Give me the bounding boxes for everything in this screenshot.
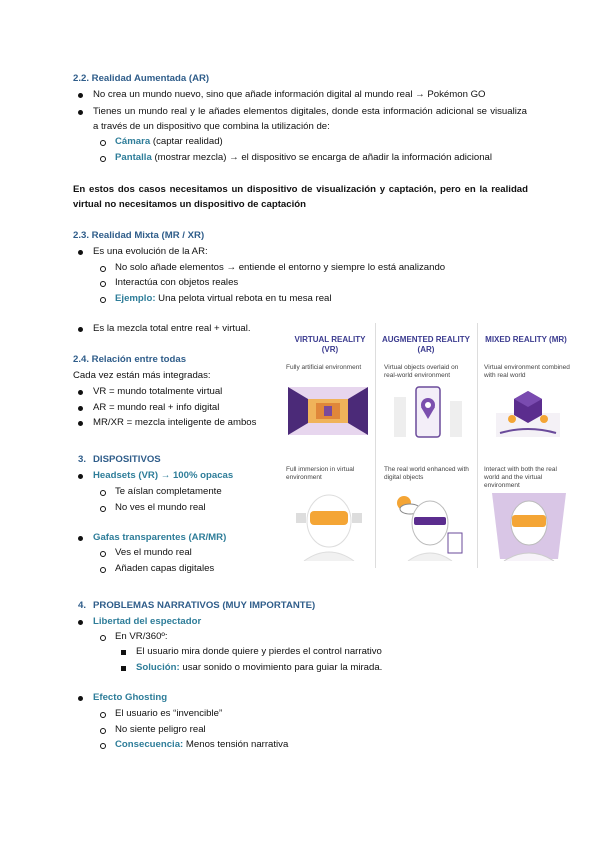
circle-bullet [100,140,106,146]
headsets-sub-2: No ves el mundo real [115,502,206,513]
gafas-sub-1: Ves el mundo real [115,547,192,558]
circle-bullet [100,635,106,641]
ghosting-sub-1: El usuario es “invencible” [115,708,223,719]
ar-column-title: AUGMENTED REALITY (AR) [382,335,470,354]
vr-column-title: VIRTUAL REALITY (VR) [294,335,366,354]
circle-bullet [100,551,106,557]
circle-bullet [100,156,106,162]
ghosting-heading: Efecto Ghosting [93,692,168,703]
relation-item: VR = mundo totalmente virtual [93,386,223,397]
gafas-heading: Gafas transparentes (AR/MR) [93,532,227,543]
vr-caption-1: Fully artificial environment [286,364,362,371]
bullet [78,250,83,255]
circle-bullet [100,281,106,287]
bullet [78,536,83,541]
vr-tunnel-illustration [286,385,370,437]
ar-sub-pantalla: Pantalla (mostrar mezcla) → el dispositivo se encarga de añadir la información adicional [115,152,492,163]
section-title-2-2: 2.2. Realidad Aumentada (AR) [73,73,210,84]
square-bullet [121,650,126,655]
mr-caption-1: Virtual environment combined with real world [484,364,570,379]
bullet [78,421,83,426]
vr360-item: En VR/360º: [115,631,168,642]
section-title-4: PROBLEMAS NARRATIVOS (MUY IMPORTANTE) [93,600,316,611]
mr-caption-2: Interact with both the real world and the virtual environment [484,466,557,489]
bullet [78,110,83,115]
mr-bullet-2: Es la mezcla total entre real + virtual. [93,323,251,334]
headsets-heading: Headsets (VR) → 100% opacas [93,470,234,481]
gafas-sub-2: Añaden capas digitales [115,563,215,574]
bullet [78,406,83,411]
bullet [78,620,83,625]
circle-bullet [100,728,106,734]
section-number-4: 4. [78,600,87,611]
circle-bullet [100,743,106,749]
section-title-2-3: 2.3. Realidad Mixta (MR / XR) [73,230,205,241]
bullet [78,390,83,395]
column-divider [375,323,376,568]
vr-ar-mr-figure [282,323,572,568]
section-title-2-4: 2.4. Relación entre todas [73,354,187,365]
relation-item: MR/XR = mezcla inteligente de ambos [93,417,257,428]
ar-sub-camara: Cámara (captar realidad) [115,136,223,147]
headsets-sub-1: Te aíslan completamente [115,486,222,497]
ghosting-sub-2: No siente peligro real [115,724,206,735]
ar-caption-1: Virtual objects overlaid on real-world environment [384,364,459,379]
relation-item: AR = mundo real + info digital [93,402,220,413]
circle-bullet [100,712,106,718]
bullet [78,327,83,332]
square-bullet [121,666,126,671]
mr-sub-3: Ejemplo: Una pelota virtual rebota en tu mesa real [115,293,332,304]
libertad-sub-1: El usuario mira donde quiere y pierdes el control narrativo [136,646,382,657]
mr-cube-illustration [490,383,566,443]
bullet [78,93,83,98]
libertad-heading: Libertad del espectador [93,616,202,627]
vr-caption-2: Full immersion in virtual environment [286,466,355,481]
mr-column-title: MIXED REALITY (MR) [485,335,567,344]
libertad-sub-2: Solución: usar sonido o movimiento para guiar la mirada. [136,662,383,673]
ar-phone-illustration [390,383,466,443]
circle-bullet [100,490,106,496]
section-number-3: 3. [78,454,87,465]
circle-bullet [100,506,106,512]
column-divider [477,323,478,568]
bullet [78,474,83,479]
summary-paragraph: En estos dos casos necesitamos un dispositivo de visualización y captación, pero en la realidad virtual no necesitamos un dispositivo de captación [73,184,528,210]
circle-bullet [100,567,106,573]
mr-bullet-1: Es una evolución de la AR: [93,246,208,257]
section-title-3: DISPOSITIVOS [93,454,161,465]
circle-bullet [100,266,106,272]
ar-caption-2: The real world enhanced with digital objects [384,466,469,481]
ar-bullet-2: Tienes un mundo real y le añades elementos digitales, donde esta información adicional se visualiza a través de un dispositivo que combina la utilización de: [93,106,527,132]
mr-sub-2: Interactúa con objetos reales [115,277,239,288]
ghosting-sub-3: Consecuencia: Menos tensión narrativa [115,739,289,750]
vr-headset-illustration [290,491,368,561]
ar-bullet-1: No crea un mundo nuevo, sino que añade información digital al mundo real → Pokémon GO [93,89,486,100]
relation-intro: Cada vez están más integradas: [73,370,211,381]
ar-glasses-illustration [390,491,470,561]
circle-bullet [100,297,106,303]
bullet [78,696,83,701]
mr-sub-1: No solo añade elementos → entiende el entorno y siempre lo está analizando [115,262,446,273]
mr-headset-illustration [488,489,570,561]
